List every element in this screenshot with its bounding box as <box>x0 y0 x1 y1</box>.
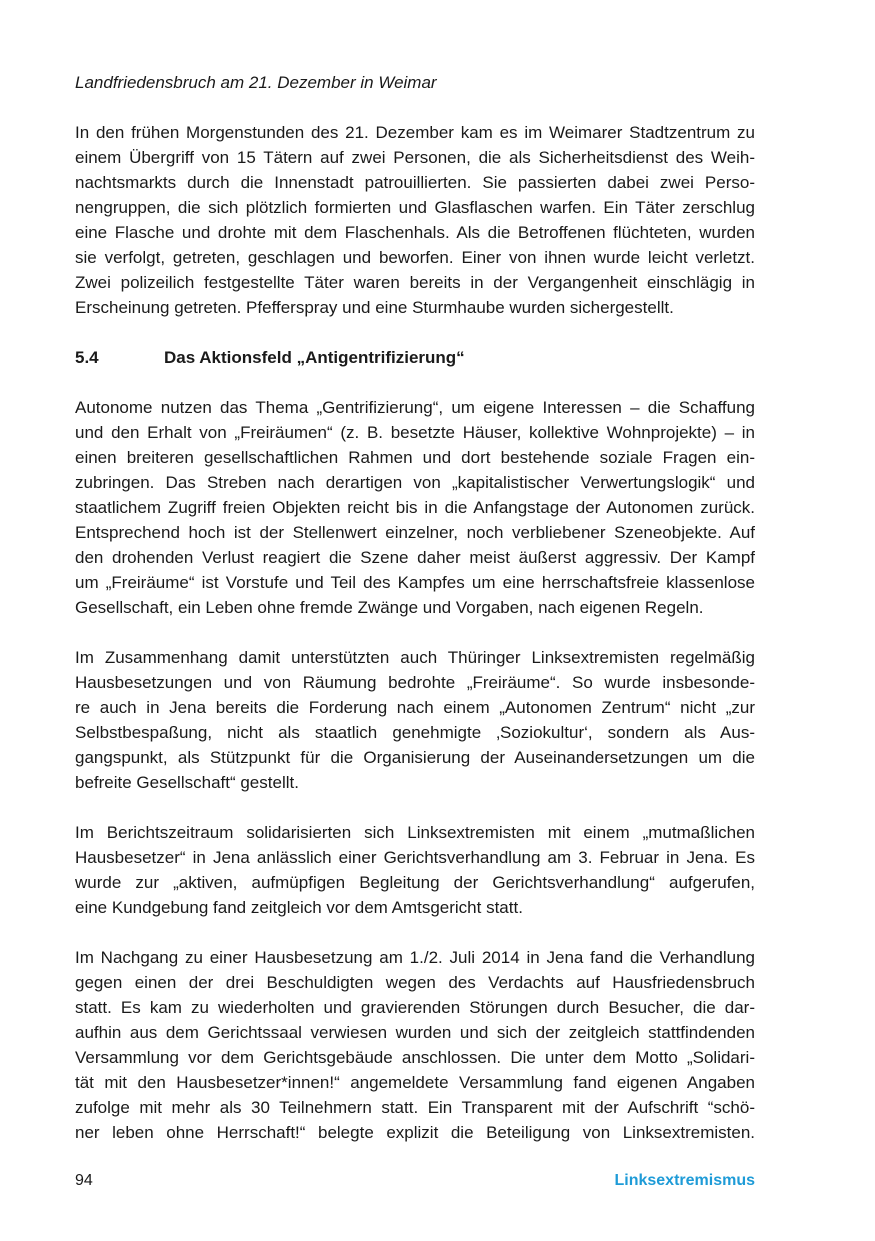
text-line: Zwei polizeilich festgestellte Täter waren bereits in der Vergangenheit einschlägig in <box>75 273 755 292</box>
text-line: und den Erhalt von „Freiräumen“ (z. B. besetzte Häuser, kollektive Wohnprojekte) – in <box>75 423 755 442</box>
text-line: Entsprechend hoch ist der Stellenwert einzelner, noch verbliebener Szeneobjekte. Auf <box>75 523 755 542</box>
text-line: staatlichem Zugriff freien Objekten reicht bis in die Anfangstage der Autonomen zurück. <box>75 498 755 517</box>
text-line: befreite Gesellschaft“ gestellt. <box>75 773 299 792</box>
text-line: Im Berichtszeitraum solidarisierten sich Linksextremisten mit einem „mutmaßlichen <box>75 823 755 842</box>
text-line: um „Freiräume“ ist Vorstufe und Teil des Kampfes um eine herrschaftsfreie klassenlose <box>75 573 755 592</box>
page-number: 94 <box>75 1172 93 1189</box>
text-line: ner leben ohne Herrschaft!“ belegte explizit die Beteiligung von Linksextremisten. <box>75 1123 755 1142</box>
text-line: aufhin aus dem Gerichtssaal verwiesen wurden und sich der zeitgleich stattfindenden <box>75 1023 755 1042</box>
text-line: In den frühen Morgenstunden des 21. Dezember kam es im Weimarer Stadtzentrum zu <box>75 123 755 142</box>
paragraph <box>75 645 755 795</box>
paragraph <box>75 395 755 620</box>
text-line: einem Übergriff von 15 Tätern auf zwei Personen, die als Sicherheitsdienst des Weih- <box>75 148 755 167</box>
text-line: zubringen. Das Streben nach derartigen von „kapitalistischer Verwertungslogik“ und <box>75 473 755 492</box>
paragraph <box>75 120 755 320</box>
section-heading <box>75 345 755 370</box>
text-line: wurde zur „aktiven, aufmüpfigen Begleitung der Gerichtsverhandlung“ aufgerufen, <box>75 873 755 892</box>
page-footer <box>75 1170 755 1192</box>
text-line: tät mit den Hausbesetzer*innen!“ angemeldete Versammlung fand eigenen Angaben <box>75 1073 755 1092</box>
text-line: nachtsmarkts durch die Innenstadt patrouillierten. Sie passierten dabei zwei Perso- <box>75 173 755 192</box>
text-line: re auch in Jena bereits die Forderung nach einem „Autonomen Zentrum“ nicht „zur <box>75 698 755 717</box>
section-number: 5.4 <box>75 348 99 367</box>
text-line: den drohenden Verlust reagiert die Szene daher meist äußerst aggressiv. Der Kampf <box>75 548 755 567</box>
text-line: gegen einen der drei Beschuldigten wegen des Verdachts auf Hausfriedensbruch <box>75 973 755 992</box>
text-line: nengruppen, die sich plötzlich formierten und Glasflaschen warfen. Ein Täter zerschlug <box>75 198 755 217</box>
text-line: zufolge mit mehr als 30 Teilnehmern statt. Ein Transparent mit der Aufschrift “schö- <box>75 1098 755 1117</box>
subtitle: Landfriedensbruch am 21. Dezember in Weimar <box>75 73 437 92</box>
text-line: einen breiteren gesellschaftlichen Rahmen und dort bestehende soziale Fragen ein- <box>75 448 755 467</box>
text-line: Versammlung vor dem Gerichtsgebäude anschlossen. Die unter dem Motto „Solidari- <box>75 1048 755 1067</box>
text-line: Gesellschaft, ein Leben ohne fremde Zwänge und Vorgaben, nach eigenen Regeln. <box>75 598 704 617</box>
text-line: eine Kundgebung fand zeitgleich vor dem Amtsgericht statt. <box>75 898 523 917</box>
footer-section-name: Linksextremismus <box>614 1172 755 1189</box>
section-title: Das Aktionsfeld „Antigentrifizierung“ <box>164 348 465 367</box>
text-line: statt. Es kam zu wiederholten und gravierenden Störungen durch Besucher, die dar- <box>75 998 755 1017</box>
text-line: Erscheinung getreten. Pfefferspray und eine Sturmhaube wurden sichergestellt. <box>75 298 674 317</box>
text-line: Hausbesetzungen und von Räumung bedrohte „Freiräume“. So wurde insbesonde- <box>75 673 755 692</box>
text-line: Autonome nutzen das Thema „Gentrifizierung“, um eigene Interessen – die Schaffung <box>75 398 755 417</box>
text-line: Im Nachgang zu einer Hausbesetzung am 1./2. Juli 2014 in Jena fand die Verhandlung <box>75 948 755 967</box>
text-line: Im Zusammenhang damit unterstützten auch Thüringer Linksextremisten regelmäßig <box>75 648 755 667</box>
text-line: Selbstbespaßung, nicht als staatlich genehmigte ‚Soziokultur‘, sondern als Aus- <box>75 723 755 742</box>
text-line: Hausbesetzer“ in Jena anlässlich einer Gerichtsverhandlung am 3. Februar in Jena. Es <box>75 848 755 867</box>
text-line: sie verfolgt, getreten, geschlagen und beworfen. Einer von ihnen wurde leicht verletzt. <box>75 248 755 267</box>
text-line: gangspunkt, als Stützpunkt für die Organisierung der Auseinandersetzungen um die <box>75 748 755 767</box>
paragraph <box>75 820 755 920</box>
page-body <box>75 70 755 1145</box>
paragraph <box>75 945 755 1145</box>
text-line: eine Flasche und drohte mit dem Flaschenhals. Als die Betroffenen flüchteten, wurden <box>75 223 755 242</box>
